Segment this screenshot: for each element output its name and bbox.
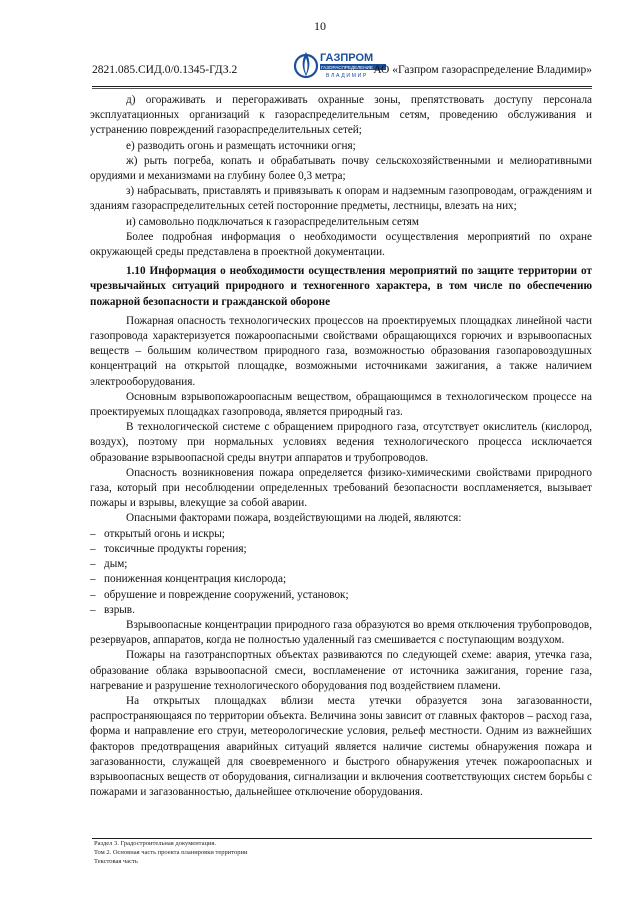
header-divider-thin <box>92 88 592 89</box>
body-paragraph: В технологической системе с обращением природного газа, отсутствует окислитель (кислород, воздух), поэтому при нормальных условиях ведения технологического процесса исключается образование взрывоопасной среды внутри аппаратов и трубопроводов. <box>90 421 592 464</box>
logo-line-3: ВЛАДИМИР <box>326 73 368 79</box>
prohibition-item: ж) рыть погреба, копать и обрабатывать почву сельскохозяйственными и мелиоративными орудиями и механизмами на глубину более 0,3 метра; <box>90 154 592 183</box>
list-item: – обрушение и повреждение сооружений, установок; <box>90 588 592 603</box>
more-info-paragraph: Более подробная информация о необходимости осуществления мероприятий по охране окружающей среды представлена в проектной документации. <box>90 230 592 259</box>
body-paragraph: Взрывоопасные концентрации природного газа образуются во время отключения трубопроводов, резервуаров, аппаратов, когда не полностью удаленный газ смешивается с поступающим воздухом. <box>90 618 592 647</box>
body-paragraph: Пожарная опасность технологических процессов на проектируемых площадках линейной части газопровода характеризуется пожароопасными свойствами обращающихся горючих и взрывоопасных веществ – большим количеством природного газа, возможностью образования газопаровоздушных концентраций на открытой площадке, возможными источниками зажигания, а также наличием электрооборудования. <box>90 314 592 388</box>
section-heading: 1.10 Информация о необходимости осуществления мероприятий по защите территории от чрезвычайных ситуаций природного и техногенного характера, в том числе по обеспечению пожарной безопасности и гражданской обороне <box>90 265 592 308</box>
hazard-list <box>90 527 592 618</box>
footer-line: Том 2. Основная часть проекта планировки территории <box>94 849 248 856</box>
prohibition-item: е) разводить огонь и размещать источники огня; <box>126 139 356 152</box>
body-paragraph: На открытых площадках вблизи места утечки образуется зона загазованности, распространяющаяся по территории объекта. Величина зоны зависит от главных факторов – расход газа, форма и направление его струи, метеорологические условия, рельеф местности. Одним из важнейших факторов предотвращения аварийных ситуаций является наличие системы обнаружения пожара и загазованности, служащей для своевременного и быстрого обнаружения утечек пожароопасных и взрывоопасных веществ от оборудования, сигнализации и включения соответствующих систем борьбы с пожарами и загазованностью, дальнейшее отключение оборудования. <box>90 694 592 799</box>
list-item: – открытый огонь и искры; <box>90 527 592 542</box>
header-divider <box>92 86 592 87</box>
page-header <box>92 44 592 84</box>
document-code: 2821.085.СИД.0/0.1345-ГДЗ.2 <box>92 64 238 76</box>
list-item: – пониженная концентрация кислорода; <box>90 572 592 587</box>
body-paragraph: Опасность возникновения пожара определяется физико-химическими свойствами природного газа, который при несоблюдении определенных требований безопасности воспламеняется, вызывает пожары и взрывы, влекущие за собой аварии. <box>90 466 592 510</box>
logo-line-1: ГАЗПРОМ <box>320 52 374 64</box>
body-paragraph: Опасными факторами пожара, воздействующими на людей, являются: <box>126 512 462 525</box>
document-body <box>90 93 592 800</box>
organization-name: АО «Газпром газораспределение Владимир» <box>373 64 592 76</box>
flame-icon <box>295 52 317 77</box>
body-paragraph: Основным взрывопожароопасным веществом, обращающимся в технологическом процессе на проектируемых площадках газопровода, является природный газ. <box>90 390 592 419</box>
body-paragraph: Пожары на газотранспортных объектах развиваются по следующей схеме: авария, утечка газа, образование облака взрывоопасной смеси, воспламенение от источника зажигания, горение газа, нагревание и разрушение технологического оборудования под воздействием пламени. <box>90 649 592 692</box>
page-number: 10 <box>314 19 326 33</box>
list-item: – токсичные продукты горения; <box>90 542 592 557</box>
page-footer <box>92 838 592 866</box>
prohibition-item: д) огораживать и перегораживать охранные зоны, препятствовать доступу персонала эксплуатационных организаций к газораспределительным сетям, проведению обслуживания и устранению повреждений газораспределительных сетей; <box>90 94 592 137</box>
footer-line: Раздел 3. Градостроительная документация. <box>94 840 217 847</box>
logo-line-2: ГАЗОРАСПРЕДЕЛЕНИЕ <box>321 65 373 70</box>
prohibition-item: з) набрасывать, приставлять и привязывать к опорам и надземным газопроводам, ограждениям и зданиям газораспределительных сетей посторонние предметы, лестницы, влезать на них; <box>90 185 592 213</box>
list-item: – взрыв. <box>90 603 592 618</box>
footer-line: Текстовая часть <box>94 858 138 865</box>
list-item: – дым; <box>90 557 592 572</box>
prohibition-item: и) самовольно подключаться к газораспределительным сетям <box>126 215 419 228</box>
